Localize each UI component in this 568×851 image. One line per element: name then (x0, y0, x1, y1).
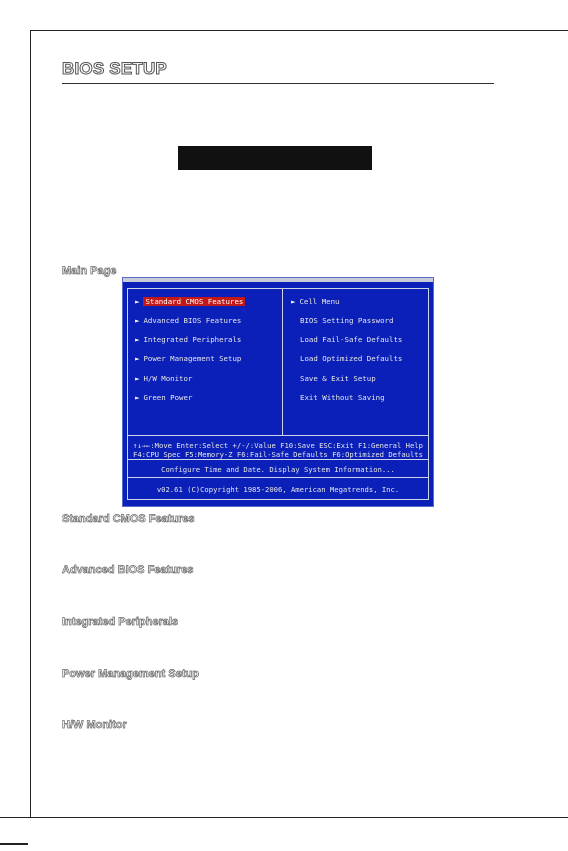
bios-menu-standard-cmos[interactable] (135, 297, 245, 307)
bios-divider (127, 459, 429, 460)
arrow-right-icon: ► (291, 297, 296, 306)
bios-menu-integrated-peripherals[interactable] (135, 335, 241, 345)
bios-menu-label: Advanced BIOS Features (143, 316, 242, 325)
footer-tick (0, 843, 28, 845)
bios-menu-cell-menu[interactable] (291, 297, 340, 307)
bios-menu-load-optimized[interactable]: Load Optimized Defaults (300, 354, 403, 363)
label-standard-cmos: Standard CMOS Features (62, 513, 195, 525)
bios-menu-label: Integrated Peripherals (143, 335, 242, 344)
bios-help-line: F4:CPU Spec F5:Memory-Z F6:Fail-Safe Defaults F6:Optimized Defaults (133, 450, 423, 459)
page-border-top (30, 30, 568, 31)
bios-menu-label: Cell Menu (299, 297, 340, 306)
page-border-bottom (0, 817, 568, 818)
bios-menu-green-power[interactable] (135, 393, 192, 403)
label-advanced-bios: Advanced BIOS Features (62, 564, 194, 576)
label-power-management: Power Management Setup (62, 668, 199, 680)
bios-menu-label: Power Management Setup (143, 354, 242, 363)
bios-menu-setting-password[interactable]: BIOS Setting Password (300, 316, 394, 325)
label-integrated-peripherals: Integrated Peripherals (62, 616, 179, 628)
bios-main-screen (122, 277, 434, 507)
bios-copyright: v02.61 (C)Copyright 1985-2006, American Megatrends, Inc. (156, 485, 400, 494)
bios-divider (127, 477, 429, 478)
bios-help-line: ↑↓→←:Move Enter:Select +/-/:Value F10:Save ESC:Exit F1:General Help (133, 441, 423, 450)
bios-menu-label: Green Power (143, 393, 193, 402)
bios-menu-advanced-bios[interactable] (135, 316, 241, 326)
bios-menu-label: H/W Monitor (143, 374, 193, 383)
bios-description: Configure Time and Date. Display System Information... (161, 465, 395, 474)
arrow-right-icon: ► (135, 297, 140, 306)
arrow-right-icon: ► (135, 374, 140, 383)
bios-menu-load-failsafe[interactable]: Load Fail-Safe Defaults (300, 335, 403, 344)
page-border-left (30, 30, 31, 817)
bios-menu-exit-without-saving[interactable]: Exit Without Saving (300, 393, 385, 402)
label-hw-monitor: H/W Monitor (62, 719, 127, 731)
bios-menu-save-exit[interactable]: Save & Exit Setup (300, 374, 376, 383)
label-main-page: Main Page (62, 265, 117, 277)
bios-column-divider (282, 289, 283, 435)
bios-menu-hw-monitor[interactable] (135, 374, 192, 384)
arrow-right-icon: ► (135, 354, 140, 363)
bios-menu-label: Standard CMOS Features (145, 297, 244, 306)
bios-menu-power-management[interactable] (135, 354, 241, 364)
page-title: BIOS SETUP (62, 59, 167, 78)
arrow-right-icon: ► (135, 316, 140, 325)
bios-divider (127, 435, 429, 436)
arrow-right-icon: ► (135, 393, 140, 402)
bios-title-strip (123, 278, 433, 282)
arrow-right-icon: ► (135, 335, 140, 344)
black-bar (178, 146, 372, 170)
title-rule (62, 83, 494, 84)
